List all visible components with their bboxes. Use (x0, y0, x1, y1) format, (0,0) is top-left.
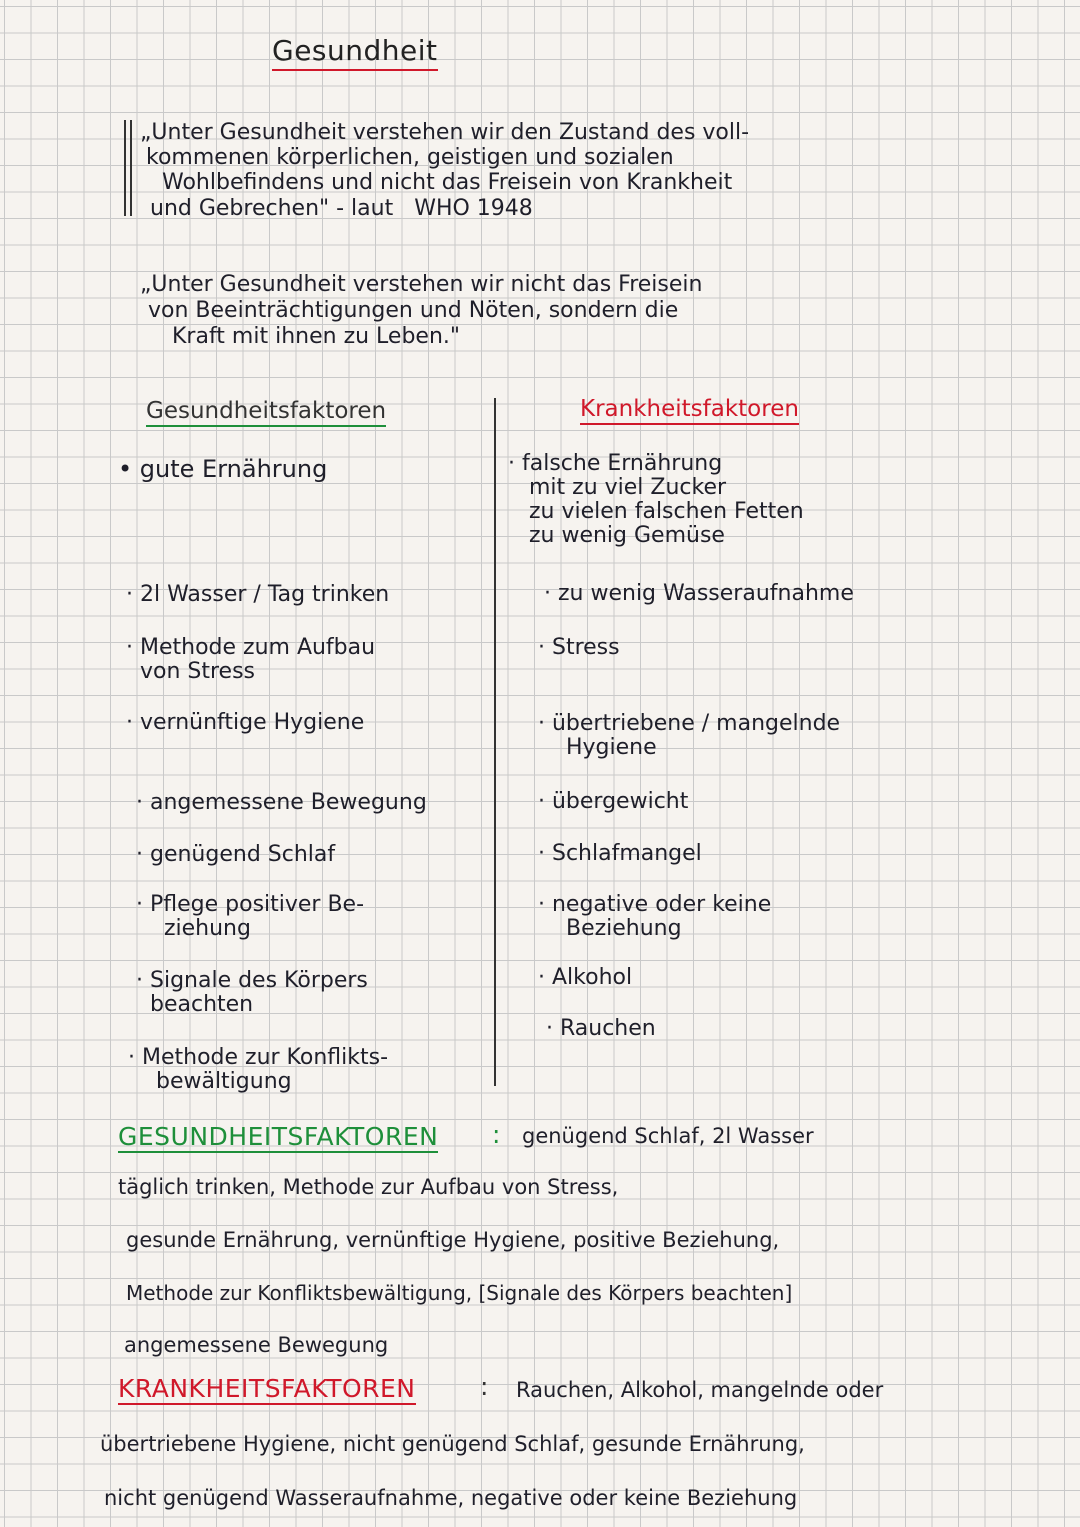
quote-1-line-4: und Gebrechen" - laut WHO 1948 (150, 196, 533, 221)
health-factors-heading: Gesundheitsfaktoren (146, 398, 386, 427)
health-summary-line-3: gesunde Ernährung, vernünftige Hygiene, positive Beziehung, (126, 1228, 780, 1252)
quote-bar-1 (124, 120, 126, 216)
page-title: Gesundheit (272, 34, 438, 71)
health-summary-line-5: angemessene Bewegung (124, 1333, 389, 1357)
health-item-9: · Methode zur Konflikts- bewältigung (128, 1045, 389, 1094)
health-item-6: · genügend Schlaf (136, 842, 336, 867)
illness-summary-line-1: Rauchen, Alkohol, mangelnde oder (516, 1378, 884, 1402)
illness-item-5: · übergewicht (538, 789, 689, 814)
illness-summary-line-2: übertriebene Hygiene, nicht genügend Schlaf, gesunde Ernährung, (100, 1432, 805, 1456)
health-summary-line-4: Methode zur Konfliktsbewältigung, [Signale des Körpers beachten] (126, 1281, 793, 1305)
health-item-2: · 2l Wasser / Tag trinken (126, 582, 390, 607)
health-item-5: · angemessene Bewegung (136, 790, 427, 815)
quote-2-line-1: „Unter Gesundheit verstehen wir nicht das Freisein (140, 272, 703, 297)
health-item-3: · Methode zum Aufbau von Stress (126, 635, 376, 684)
illness-item-9: · Rauchen (546, 1016, 656, 1041)
health-item-4: · vernünftige Hygiene (126, 710, 365, 735)
health-item-7: · Pflege positiver Be- ziehung (136, 892, 365, 941)
illness-item-2: · zu wenig Wasseraufnahme (544, 581, 854, 606)
health-item-1: • gute Ernährung (118, 455, 328, 483)
illness-summary-line-3: nicht genügend Wasseraufnahme, negative oder keine Beziehung (104, 1486, 798, 1510)
illness-item-6: · Schlafmangel (538, 841, 702, 866)
illness-item-3: · Stress (538, 635, 620, 660)
health-summary-colon: : (492, 1120, 501, 1149)
quote-2-line-3: Kraft mit ihnen zu Leben." (172, 324, 461, 349)
quote-2-line-2: von Beeinträchtigungen und Nöten, sondern die (148, 298, 679, 323)
illness-factors-heading: Krankheitsfaktoren (580, 396, 799, 425)
column-divider (494, 398, 496, 1086)
health-summary-line-1: genügend Schlaf, 2l Wasser (522, 1124, 814, 1148)
health-summary-line-2: täglich trinken, Methode zur Aufbau von Stress, (118, 1175, 619, 1199)
health-summary-heading: GESUNDHEITSFAKTOREN (118, 1122, 439, 1151)
health-item-8: · Signale des Körpers beachten (136, 968, 368, 1017)
illness-item-8: · Alkohol (538, 965, 633, 990)
illness-summary-heading: KRANKHEITSFAKTOREN (118, 1374, 416, 1403)
quote-1-line-2: kommenen körperlichen, geistigen und sozialen (146, 145, 674, 170)
quote-1-line-1: „Unter Gesundheit verstehen wir den Zustand des voll- (140, 120, 750, 145)
illness-summary-colon: : (480, 1372, 489, 1401)
illness-item-7: · negative oder keine Beziehung (538, 892, 772, 941)
quote-1-line-3: Wohlbefindens und nicht das Freisein von Krankheit (162, 170, 733, 195)
illness-item-1: · falsche Ernährung mit zu viel Zucker zu vielen falschen Fetten zu wenig Gemüse (508, 451, 804, 548)
illness-item-4: · übertriebene / mangelnde Hygiene (538, 711, 841, 760)
quote-bar-1b (130, 120, 132, 216)
